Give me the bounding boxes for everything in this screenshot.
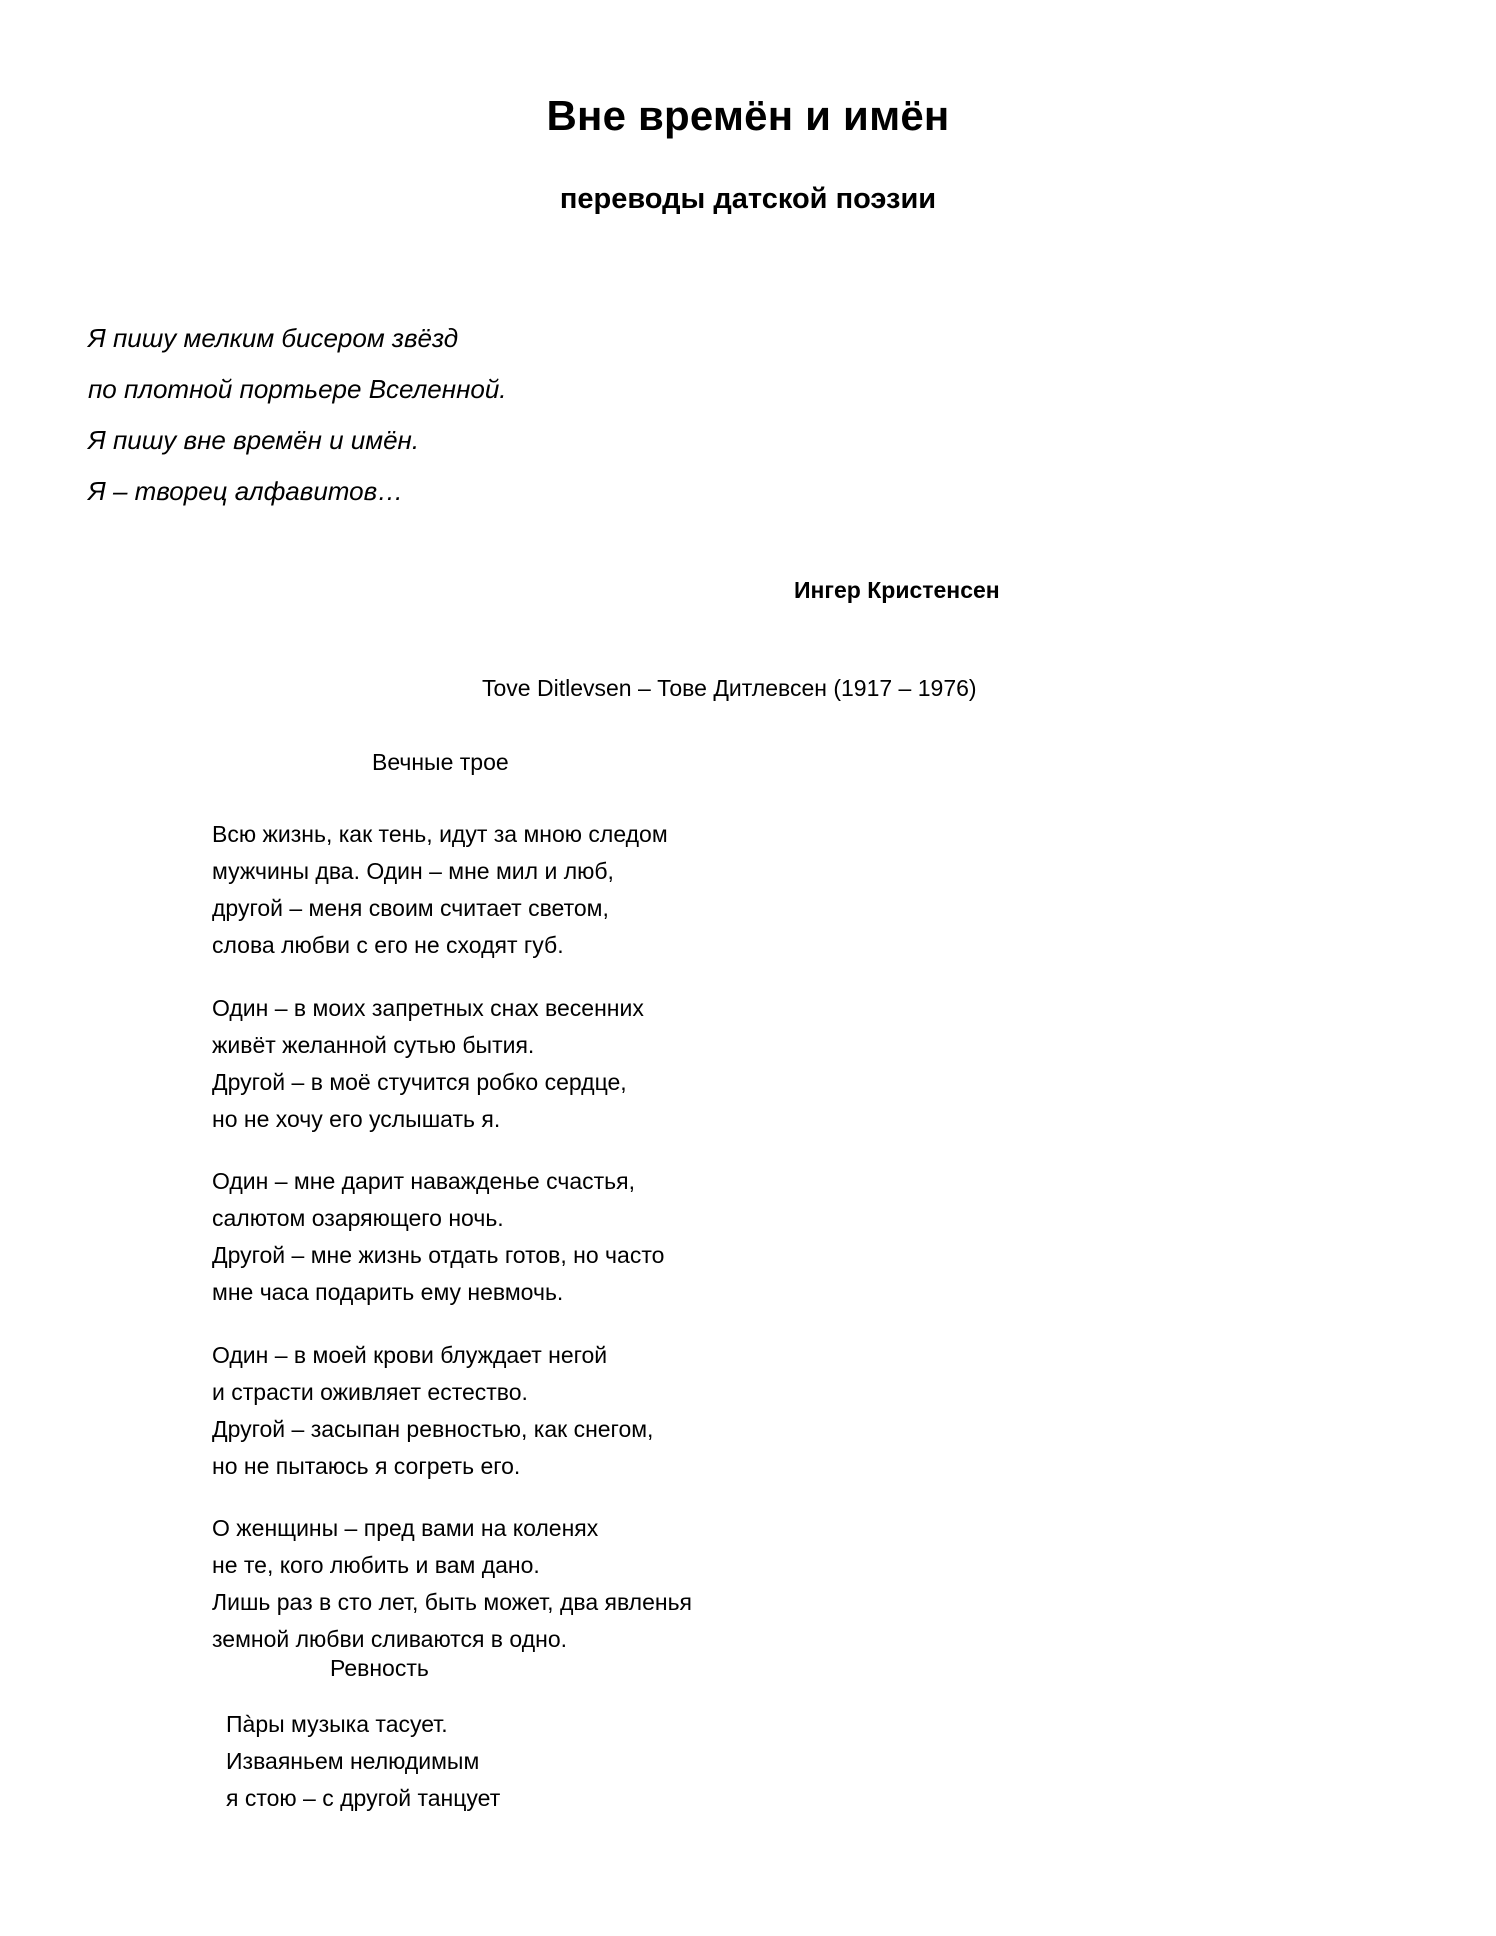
poem-stanza <box>212 816 668 964</box>
epigraph-line: Я пишу вне времён и имён. <box>88 425 420 455</box>
poem-line: живёт желанной сутью бытия. <box>212 1032 535 1058</box>
poem-line: Другой – мне жизнь отдать готов, но часто <box>212 1242 665 1268</box>
poem-line: земной любви сливаются в одно. <box>212 1626 568 1652</box>
poem-line: Лишь раз в сто лет, быть может, два явленья <box>212 1589 693 1615</box>
poem-line: но не пытаюсь я согреть его. <box>212 1453 521 1479</box>
poem-line: мужчины два. Один – мне мил и люб, <box>212 858 614 884</box>
epigraph <box>88 313 507 517</box>
poem-line: другой – меня своим считает светом, <box>212 895 609 921</box>
document-subtitle: переводы датской поэзии <box>559 183 937 215</box>
poem-line: О женщины – пред вами на коленях <box>212 1515 599 1541</box>
epigraph-author: Ингер Кристенсен <box>794 577 1000 603</box>
poem-line: и страсти оживляет естество. <box>212 1379 528 1405</box>
epigraph-line: Я – творец алфавитов… <box>88 476 404 506</box>
epigraph-line: по плотной портьере Вселенной. <box>88 374 507 404</box>
poem-line: но не хочу его услышать я. <box>212 1106 501 1132</box>
poem-line: мне часа подарить ему невмочь. <box>212 1279 564 1305</box>
poem-line: Один – в моих запретных снах весенних <box>212 995 644 1021</box>
poem-stanza <box>212 1337 653 1485</box>
document-title: Вне времён и имён <box>546 92 950 139</box>
poem-title: Вечные трое <box>372 749 509 775</box>
poem-title: Ревность <box>330 1655 429 1681</box>
poem-line: Один – мне дарит наважденье счастья, <box>212 1168 635 1194</box>
epigraph-line: Я пишу мелким бисером звёзд <box>88 323 459 353</box>
poem-line: слова любви с его не сходят губ. <box>212 932 564 958</box>
poet-heading: Tove Ditlevsen – Тове Дитлевсен (1917 – 1976) <box>482 675 977 701</box>
poem-stanza <box>212 1163 664 1311</box>
poem-line: Всю жизнь, как тень, идут за мною следом <box>212 821 668 847</box>
poem-line: Другой – в моё стучится робко сердце, <box>212 1069 627 1095</box>
poem-line: Изваяньем нелюдимым <box>226 1748 480 1774</box>
poem-line: я стою – с другой танцует <box>226 1785 501 1811</box>
poem-line: Другой – засыпан ревностью, как снегом, <box>212 1416 654 1442</box>
poem-stanza <box>212 1510 692 1658</box>
poem-line: Пàры музыка тасует. <box>226 1711 448 1737</box>
poem-line: Один – в моей крови блуждает негой <box>212 1342 608 1368</box>
poem-line: салютом озаряющего ночь. <box>212 1205 504 1231</box>
poem-stanza <box>226 1706 500 1817</box>
poem-stanza <box>212 990 644 1138</box>
poem-line: не те, кого любить и вам дано. <box>212 1552 540 1578</box>
